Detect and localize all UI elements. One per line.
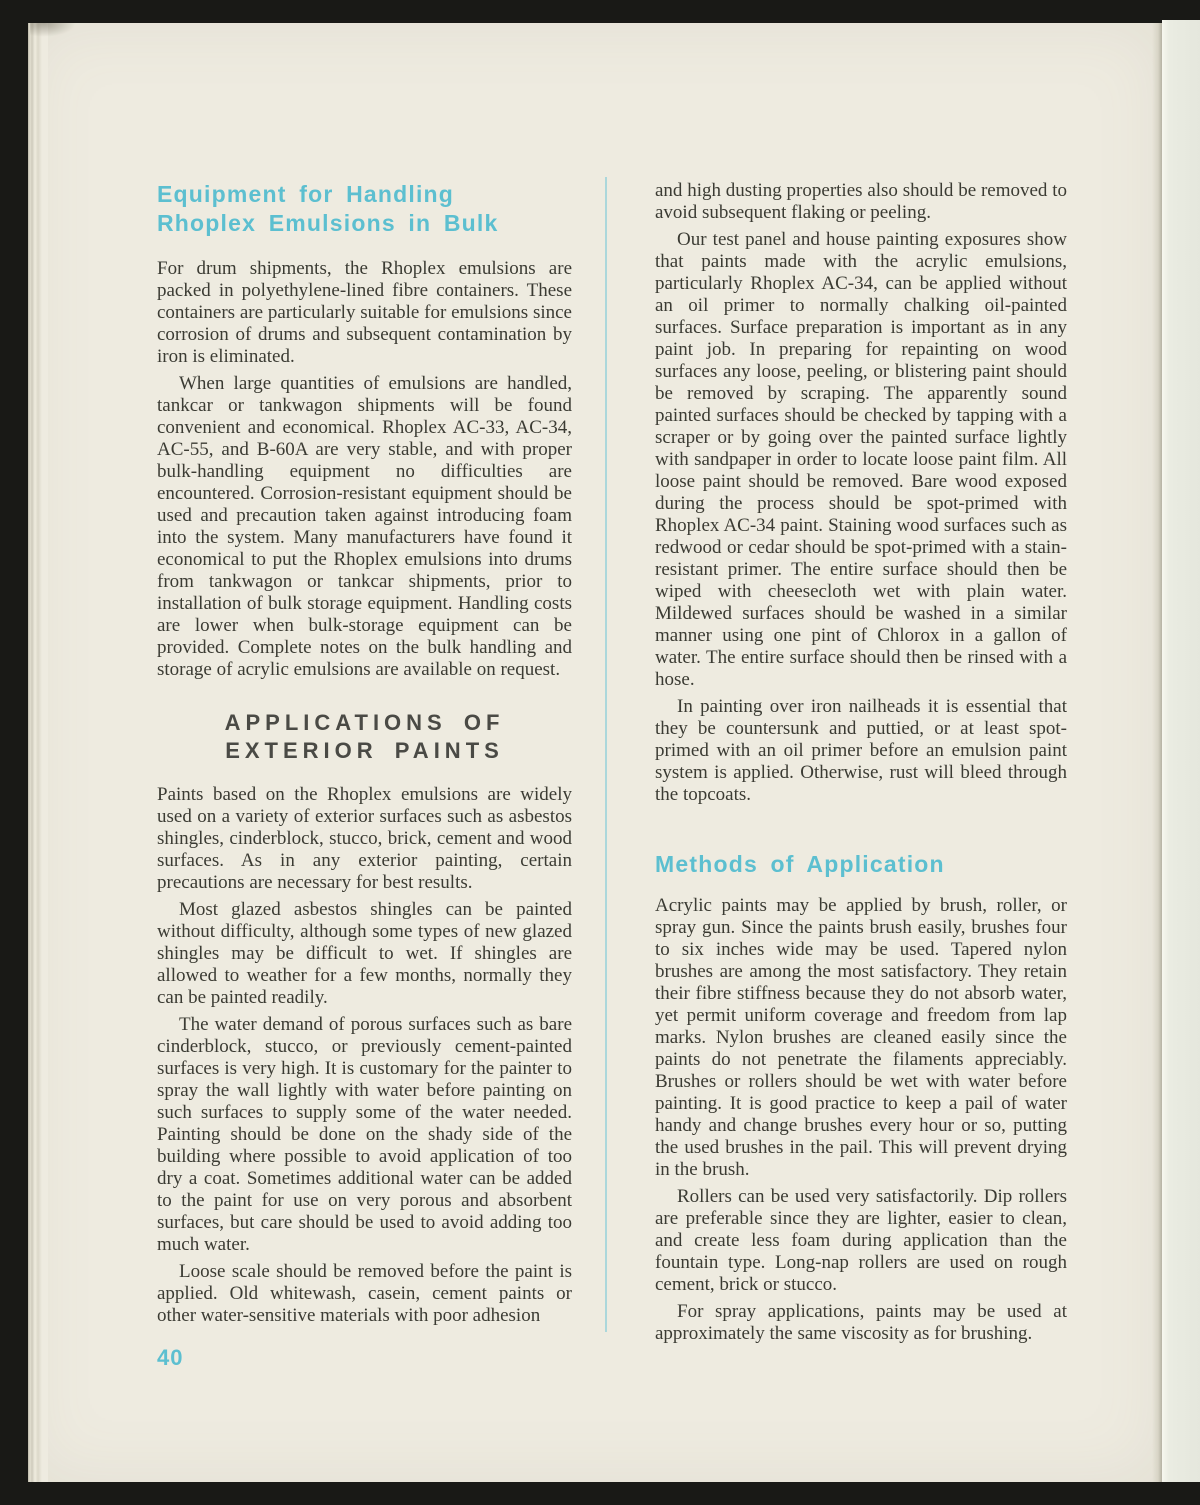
section-heading-methods: Methods of Application bbox=[655, 851, 945, 877]
paragraph: Most glazed asbestos shingles can be painted without difficulty, although some types of new glazed shingles may be difficult to wet. If shingles are allowed to weather for a few months, normally they can be painted readily. bbox=[157, 899, 572, 1008]
right-column bbox=[655, 180, 1067, 1350]
section-heading-applications bbox=[157, 709, 572, 765]
paragraph: In painting over iron nailheads it is essential that they be countersunk and puttied, or at least spot-primed with an oil primer before an emulsion paint system is applied. Otherwise, rust will bleed through the topcoats. bbox=[655, 696, 1067, 805]
page-corner-shadow bbox=[30, 23, 76, 37]
heading-line: Rhoplex Emulsions in Bulk bbox=[157, 210, 499, 236]
adjacent-page-edge bbox=[1162, 20, 1200, 1482]
book-page bbox=[28, 23, 1162, 1482]
paragraph: Acrylic paints may be applied by brush, roller, or spray gun. Since the paints brush easily, brushes four to six inches wide may be used. Tapered nylon brushes are among the most satisfactory. They retain their fibre stiffness because they do not absorb water, yet permit uniform coverage and freedom from lap marks. Nylon brushes are cleaned easily since the paints do not penetrate the filaments appreciably. Brushes or rollers should be wet with water before painting. It is good practice to keep a pail of water handy and change brushes every hour or so, putting the used brushes in the pail. This will prevent drying in the brush. bbox=[655, 895, 1067, 1180]
paragraph: The water demand of porous surfaces such as bare cinderblock, stucco, or previously cement-painted surfaces is very high. It is customary for the painter to spray the wall lightly with water before painting on such surfaces to supply some of the water needed. Painting should be done on the shady side of the building where possible to avoid application of too dry a coat. Sometimes additional water can be added to the paint for use on very porous and absorbent surfaces, but care should be used to avoid adding too much water. bbox=[157, 1014, 572, 1255]
paragraph: Rollers can be used very satisfactorily. Dip rollers are preferable since they are lighter, easier to clean, and create less foam during application than the fountain type. Long-nap rollers are used on rough cement, brick or stucco. bbox=[655, 1186, 1067, 1295]
paragraph: For spray applications, paints may be used at approximately the same viscosity as for brushing. bbox=[655, 1301, 1067, 1344]
section-heading-equipment bbox=[157, 180, 572, 238]
page-crease-shadow bbox=[1152, 23, 1162, 1482]
heading-line: Equipment for Handling bbox=[157, 181, 455, 207]
heading-line: APPLICATIONS OF bbox=[224, 710, 505, 735]
paragraph: For drum shipments, the Rhoplex emulsions are packed in polyethylene-lined fibre containers. These containers are particularly suitable for emulsions since corrosion of drums and subsequent contamination by iron is eliminated. bbox=[157, 258, 572, 367]
left-column bbox=[157, 180, 572, 1332]
paragraph: Loose scale should be removed before the paint is applied. Old whitewash, casein, cement paints or other water-sensitive materials with poor adhesion bbox=[157, 1261, 572, 1326]
paragraph: Paints based on the Rhoplex emulsions are widely used on a variety of exterior surfaces such as asbestos shingles, cinderblock, stucco, brick, cement and wood surfaces. As in any exterior painting, certain precautions are necessary for best results. bbox=[157, 784, 572, 893]
page-stack-edge bbox=[28, 23, 48, 1482]
paragraph: When large quantities of emulsions are handled, tankcar or tankwagon shipments will be found convenient and economical. Rhoplex AC-33, AC-34, AC-55, and B-60A are very stable, and with proper bulk-handling equipment no difficulties are encountered. Corrosion-resistant equipment should be used and precaution taken against introducing foam into the system. Many manufacturers have found it economical to put the Rhoplex emulsions into drums from tankwagon or tankcar shipments, prior to installation of bulk storage equipment. Handling costs are lower when bulk-storage equipment can be provided. Complete notes on the bulk handling and storage of acrylic emulsions are available on request. bbox=[157, 373, 572, 680]
paragraph: Our test panel and house painting exposures show that paints made with the acrylic emulsions, particularly Rhoplex AC-34, can be applied without an oil primer to normally chalking oil-painted surfaces. Surface preparation is important as in any paint job. In preparing for repainting on wood surfaces any loose, peeling, or blistering paint should be removed by scraping. The apparently sound painted surfaces should be checked by tapping with a scraper or by going over the painted surface lightly with sandpaper in order to locate loose paint film. All loose paint should be removed. Bare wood exposed during the process should be spot-primed with Rhoplex AC-34 paint. Staining wood surfaces such as redwood or cedar should be spot-primed with a stain-resistant primer. The entire surface should then be wiped with cheesecloth wet with plain water. Mildewed surfaces should be washed in a similar manner using one pint of Chlorox in a gallon of water. The entire surface should then be rinsed with a hose. bbox=[655, 229, 1067, 690]
paragraph: and high dusting properties also should be removed to avoid subsequent flaking or peeling. bbox=[655, 180, 1067, 223]
column-divider-rule bbox=[605, 177, 607, 1332]
heading-line: EXTERIOR PAINTS bbox=[225, 738, 504, 763]
page-number: 40 bbox=[157, 1345, 184, 1370]
